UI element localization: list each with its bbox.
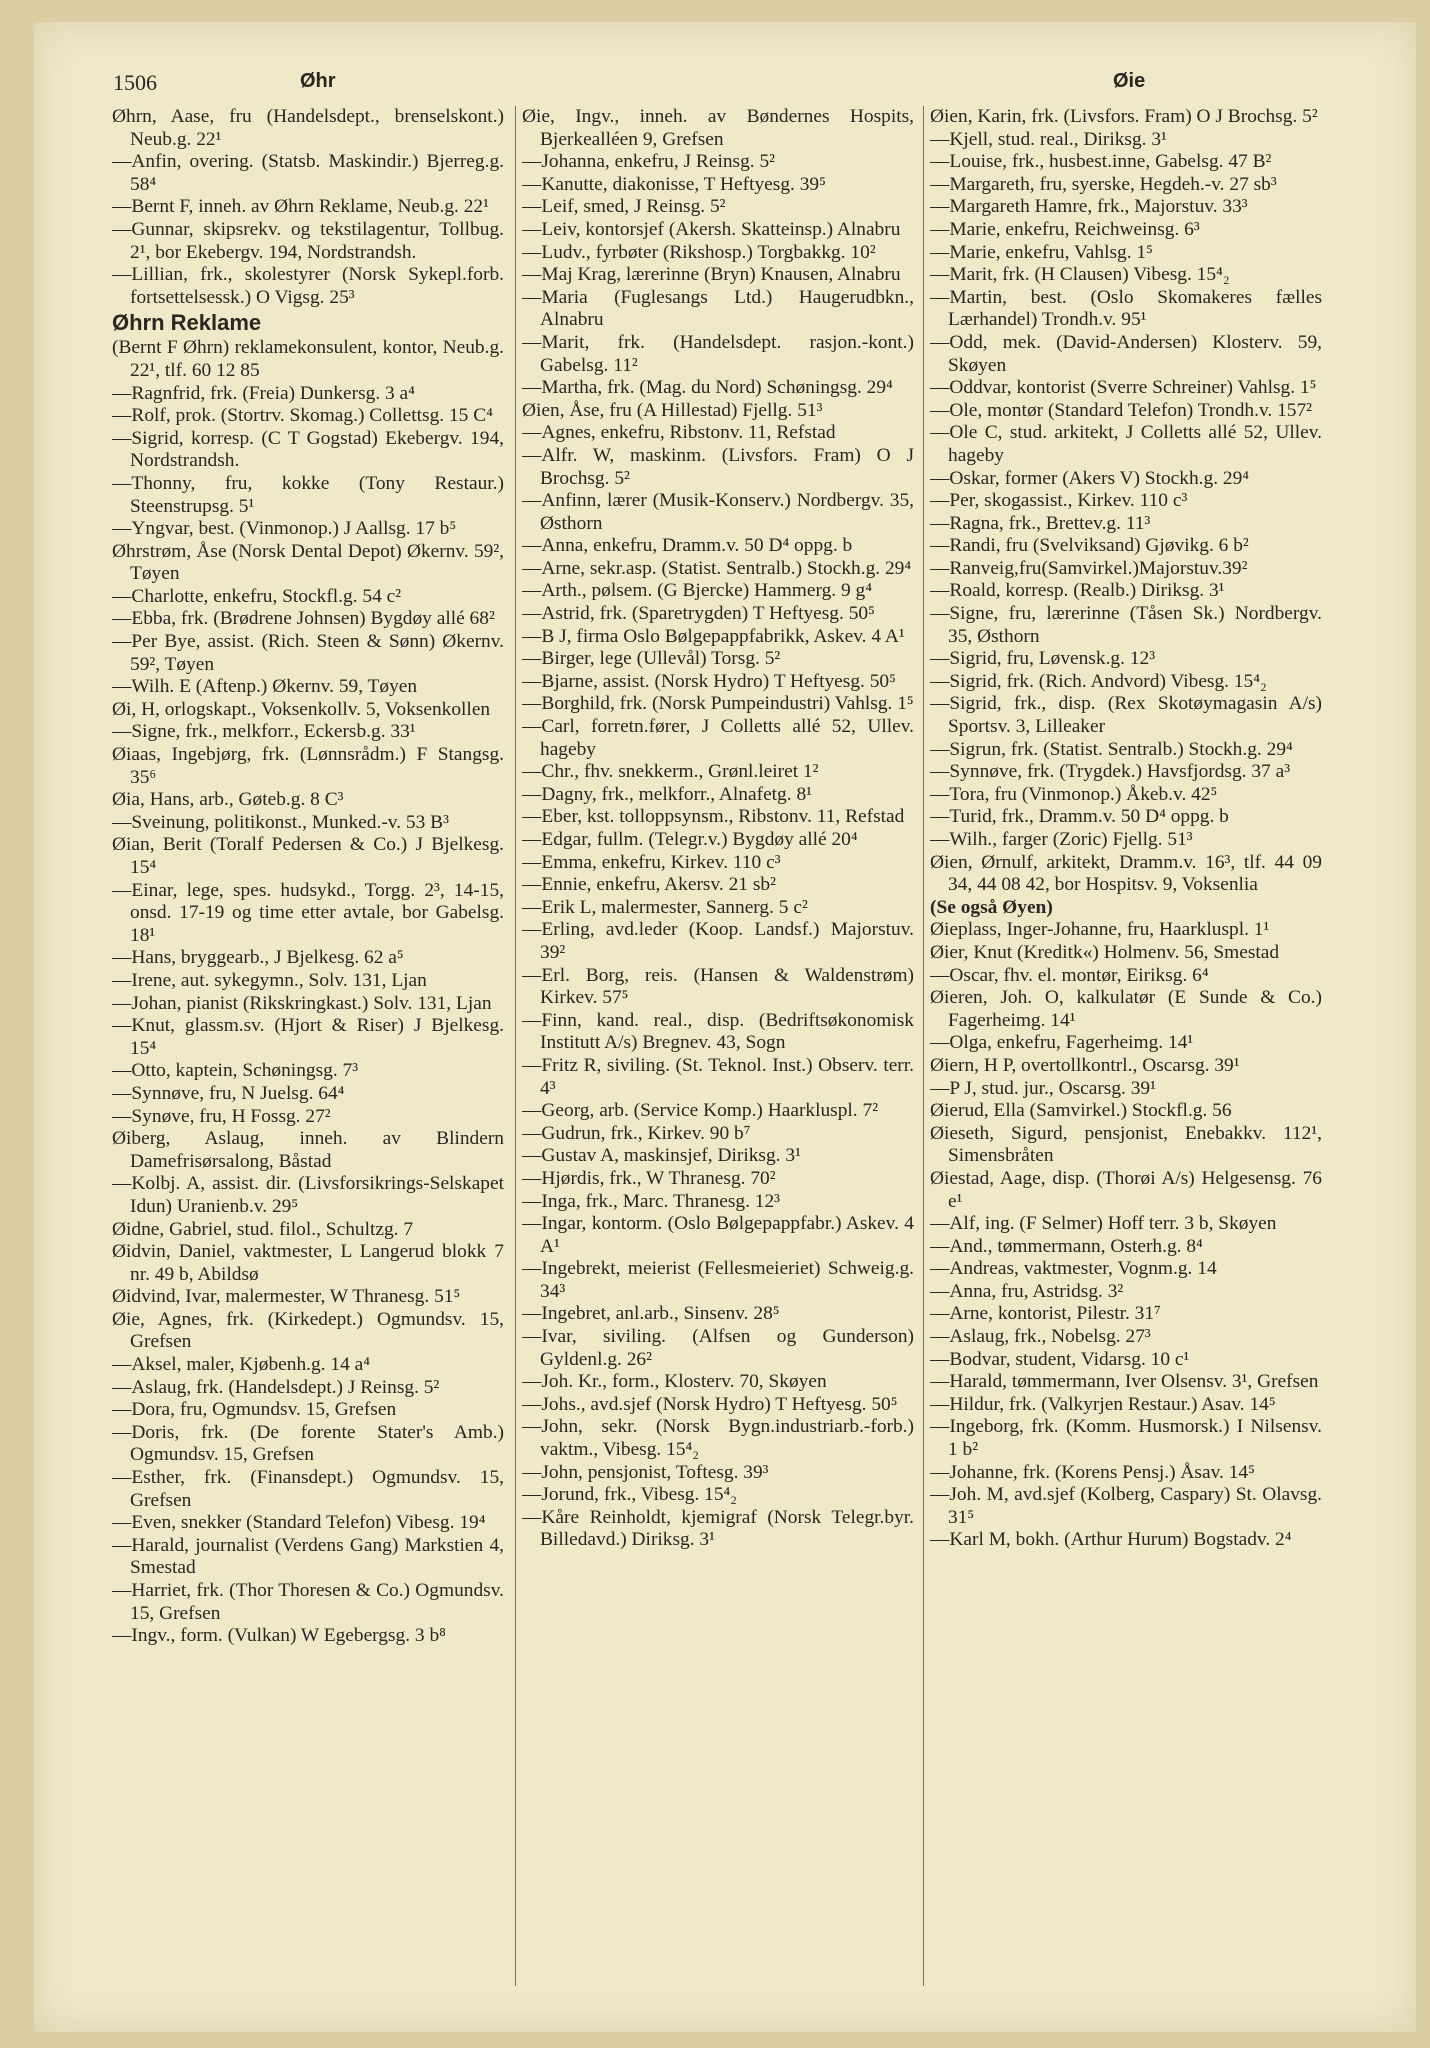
directory-entry: —Esther, frk. (Finansdept.) Ogmundsv. 15, Grefsen xyxy=(112,1467,504,1511)
directory-entry: —Odd, mek. (David-Andersen) Klosterv. 59, Skøyen xyxy=(930,331,1322,376)
directory-entry: —Sigrun, frk. (Statist. Sentralb.) Stockh.g. 29⁴ xyxy=(930,738,1293,760)
directory-entry: —Johanna, enkefru, J Reinsg. 5² xyxy=(522,151,775,173)
directory-entry: —Sveinung, politikonst., Munked.-v. 53 B³ xyxy=(112,811,449,833)
directory-entry: Øieplass, Inger-Johanne, fru, Haarkluspl. 1¹ xyxy=(930,919,1270,941)
directory-entry: (Bernt F Øhrn) reklamekonsulent, kontor, Neub.g. 22¹, tlf. 60 12 85 xyxy=(112,337,504,381)
directory-entry: —Synøve, fru, H Fossg. 27² xyxy=(112,1105,331,1127)
directory-entry: —Ingv., form. (Vulkan) W Egebergsg. 3 b⁸ xyxy=(112,1625,446,1647)
directory-entry: Øieren, Joh. O, kalkulatør (E Sunde & Co.) Fagerheimg. 14¹ xyxy=(930,987,1322,1031)
directory-entry: —Wilh. E (Aftenp.) Økernv. 59, Tøyen xyxy=(112,676,418,698)
directory-entry: (Se også Øyen) xyxy=(930,896,1053,918)
directory-entry: —Gudrun, frk., Kirkev. 90 b⁷ xyxy=(522,1122,751,1144)
page-number: 1506 xyxy=(113,70,157,95)
directory-entry: —Charlotte, enkefru, Stockfl.g. 54 c² xyxy=(112,585,402,607)
left-running-head: Øhr xyxy=(300,70,336,92)
directory-entry: —Olga, enkefru, Fagerheimg. 14¹ xyxy=(930,1032,1194,1054)
directory-entry: Øie, Agnes, frk. (Kirkedept.) Ogmundsv. 15, Grefsen xyxy=(112,1308,504,1353)
directory-entry: —Kanutte, diakonisse, T Heftyesg. 39⁵ xyxy=(522,173,826,195)
directory-entry: —Irene, aut. sykegymn., Solv. 131, Ljan xyxy=(112,969,427,991)
directory-entry: —Sigrid, fru, Løvensk.g. 12³ xyxy=(930,648,1156,670)
directory-entry: Øie, Ingv., inneh. av Bøndernes Hospits, Bjerkealléen 9, Grefsen xyxy=(522,106,914,150)
directory-column-3 xyxy=(930,106,1322,2026)
directory-entry: —Fritz R, siviling. (St. Teknol. Inst.) Observ. terr. 4³ xyxy=(522,1054,914,1099)
directory-entry: —Erik L, malermester, Sannerg. 5 c² xyxy=(522,896,808,918)
directory-entry: Øiern, H P, overtollkontrl., Oscarsg. 39¹ xyxy=(930,1054,1240,1076)
directory-entry: —Ole C, stud. arkitekt, J Colletts allé 52, Ullev. hageby xyxy=(930,422,1322,466)
directory-entry: —Maria (Fuglesangs Ltd.) Haugerudbkn., Alnabru xyxy=(522,286,914,331)
directory-entry: —John, sekr. (Norsk Bygn.industriarb.-forb.) vaktm., Vibesg. 15⁴₂ xyxy=(522,1416,914,1461)
directory-entry: —Agnes, enkefru, Ribstonv. 11, Refstad xyxy=(522,422,836,444)
directory-entry: —Aksel, maler, Kjøbenh.g. 14 a⁴ xyxy=(112,1354,371,1376)
directory-entry: Øien, Åse, fru (A Hillestad) Fjellg. 51³ xyxy=(522,399,823,421)
directory-entry: —Synnøve, frk. (Trygdek.) Havsfjordsg. 37 a³ xyxy=(930,761,1291,783)
directory-entry: —Alfr. W, maskinm. (Livsfors. Fram) O J Brochsg. 5² xyxy=(522,444,914,489)
directory-entry: —Finn, kand. real., disp. (Bedriftsøkonomisk Institutt A/s) Bregnev. 43, Sogn xyxy=(522,1009,914,1054)
directory-entry: —Harald, journalist (Verdens Gang) Markstien 4, Smestad xyxy=(112,1534,504,1579)
directory-entry: —Aslaug, frk., Nobelsg. 27³ xyxy=(930,1326,1151,1348)
directory-entry: —Ludv., fyrbøter (Rikshosp.) Torgbakkg. 10² xyxy=(522,241,876,263)
directory-entry: Øia, Hans, arb., Gøteb.g. 8 C³ xyxy=(112,789,344,811)
directory-entry: —Doris, frk. (De forente Stater's Amb.) Ogmundsv. 15, Grefsen xyxy=(112,1421,504,1466)
directory-entry: —Ingeborg, frk. (Komm. Husmorsk.) I Nilsensv. 1 b² xyxy=(930,1416,1322,1461)
directory-column-2 xyxy=(522,106,914,2026)
directory-entry: Øhrstrøm, Åse (Norsk Dental Depot) Økernv. 59², Tøyen xyxy=(112,540,504,585)
directory-entry: —Martha, frk. (Mag. du Nord) Schøningsg. 29⁴ xyxy=(522,377,893,399)
directory-entry: —Hjørdis, frk., W Thranesg. 70² xyxy=(522,1167,776,1189)
directory-entry: —Gunnar, skipsrekv. og tekstilagentur, Tollbug. 2¹, bor Ekebergv. 194, Nordstrandsh. xyxy=(112,218,504,263)
directory-entry: —Erling, avd.leder (Koop. Landsf.) Majorstuv. 39² xyxy=(522,919,914,963)
directory-entry: —P J, stud. jur., Oscarsg. 39¹ xyxy=(930,1077,1156,1099)
directory-entry: —Marie, enkefru, Vahlsg. 1⁵ xyxy=(930,241,1153,263)
directory-entry: —Oddvar, kontorist (Sverre Schreiner) Vahlsg. 1⁵ xyxy=(930,377,1317,399)
directory-entry: —Hildur, frk. (Valkyrjen Restaur.) Asav. 14⁵ xyxy=(930,1393,1276,1415)
directory-entry: —Ranveig,fru(Samvirkel.)Majorstuv.39² xyxy=(930,557,1248,579)
directory-entry: —Inga, frk., Marc. Thranesg. 12³ xyxy=(522,1190,780,1212)
directory-entry: Øiberg, Aslaug, inneh. av Blindern Damefrisørsalong, Båstad xyxy=(112,1128,504,1172)
directory-entry: —Marie, enkefru, Reichweinsg. 6³ xyxy=(930,218,1200,240)
directory-entry: Øi, H, orlogskapt., Voksenkollv. 5, Voksenkollen xyxy=(112,698,491,720)
directory-entry: —Bjarne, assist. (Norsk Hydro) T Heftyesg. 50⁵ xyxy=(522,670,896,692)
directory-entry: —Randi, fru (Svelviksand) Gjøvikg. 6 b² xyxy=(930,535,1249,557)
directory-entry: —Martin, best. (Oslo Skomakeres fælles Lærhandel) Trondh.v. 95¹ xyxy=(930,286,1322,331)
directory-entry: —Oskar, former (Akers V) Stockh.g. 29⁴ xyxy=(930,467,1250,489)
directory-entry: —Anna, fru, Astridsg. 3² xyxy=(930,1280,1124,1302)
directory-entry: Øiaas, Ingebjørg, frk. (Lønnsrådm.) F Stangsg. 35⁶ xyxy=(112,744,504,788)
directory-entry: —Lillian, frk., skolestyrer (Norsk Sykepl.forb. fortsettelsessk.) O Vigsg. 25³ xyxy=(112,264,504,308)
directory-entry: —Hans, bryggearb., J Bjelkesg. 62 a⁵ xyxy=(112,947,404,969)
directory-entry: —Rolf, prok. (Stortrv. Skomag.) Collettsg. 15 C⁴ xyxy=(112,405,493,427)
directory-entry: —Otto, kaptein, Schøningsg. 7³ xyxy=(112,1060,359,1082)
directory-entry: —Harald, tømmermann, Iver Olsensv. 3¹, Grefsen xyxy=(930,1371,1319,1393)
directory-entry: Øidvind, Ivar, malermester, W Thranesg. 51⁵ xyxy=(112,1286,461,1308)
directory-entry: —Margareth Hamre, frk., Majorstuv. 33³ xyxy=(930,196,1248,218)
directory-entry: Øien, Ørnulf, arkitekt, Dramm.v. 16³, tlf. 44 09 34, 44 08 42, bor Hospitsv. 9, Voksenlia xyxy=(930,851,1322,896)
directory-entry: —Margareth, fru, syerske, Hegdeh.-v. 27 sb³ xyxy=(930,173,1277,195)
directory-entry: Øhrn Reklame xyxy=(112,310,262,336)
directory-entry: —And., tømmermann, Osterh.g. 8⁴ xyxy=(930,1235,1203,1257)
directory-entry: —Louise, frk., husbest.inne, Gabelsg. 47 B² xyxy=(930,151,1272,173)
directory-entry: —Johs., avd.sjef (Norsk Hydro) T Heftyesg. 50⁵ xyxy=(522,1393,898,1415)
directory-entry: —Marit, frk. (H Clausen) Vibesg. 15⁴₂ xyxy=(930,264,1230,286)
directory-entry: —Ingebrekt, meierist (Fellesmeieriet) Schweig.g. 34³ xyxy=(522,1258,914,1302)
directory-entry: Øidne, Gabriel, stud. filol., Schultzg. 7 xyxy=(112,1218,414,1240)
directory-entry: —Johan, pianist (Rikskringkast.) Solv. 131, Ljan xyxy=(112,992,492,1014)
directory-entry: —Signe, fru, lærerinne (Tåsen Sk.) Nordbergv. 35, Østhorn xyxy=(930,603,1322,647)
directory-entry: —Sigrid, korresp. (C T Gogstad) Ekebergv. 194, Nordstrandsh. xyxy=(112,427,504,472)
directory-entry: —John, pensjonist, Toftesg. 39³ xyxy=(522,1461,769,1483)
directory-entry: —Sigrid, frk. (Rich. Andvord) Vibesg. 15⁴₂ xyxy=(930,670,1267,692)
directory-entry: —B J, firma Oslo Bølgepappfabrikk, Askev. 4 A¹ xyxy=(522,625,905,647)
directory-entry: —Knut, glassm.sv. (Hjort & Riser) J Bjelkesg. 15⁴ xyxy=(112,1015,504,1059)
directory-entry: Øier, Knut (Kreditk«) Holmenv. 56, Smestad xyxy=(930,941,1280,963)
directory-entry: —Ole, montør (Standard Telefon) Trondh.v. 157² xyxy=(930,399,1312,421)
directory-entry: —Ingar, kontorm. (Oslo Bølgepappfabr.) Askev. 4 A¹ xyxy=(522,1213,914,1257)
directory-entry: —Bodvar, student, Vidarsg. 10 c¹ xyxy=(930,1348,1190,1370)
directory-entry: Øian, Berit (Toralf Pedersen & Co.) J Bjelkesg. 15⁴ xyxy=(112,834,504,878)
directory-entry: —Einar, lege, spes. hudsykd., Torgg. 2³, 14-15, onsd. 17-19 og time etter avtale, bor Gabelsg. 18¹ xyxy=(112,879,504,946)
directory-entry: —Tora, fru (Vinmonop.) Åkeb.v. 42⁵ xyxy=(930,783,1218,805)
directory-entry: —Anna, enkefru, Dramm.v. 50 D⁴ oppg. b xyxy=(522,535,853,557)
directory-entry: —Karl M, bokh. (Arthur Hurum) Bogstadv. 2⁴ xyxy=(930,1529,1292,1551)
right-running-head: Øie xyxy=(1113,70,1146,92)
column-divider xyxy=(515,106,516,1986)
directory-entry: —Maj Krag, lærerinne (Bryn) Knausen, Alnabru xyxy=(522,264,901,286)
directory-entry: —Andreas, vaktmester, Vognm.g. 14 xyxy=(930,1258,1217,1280)
directory-entry: Øieseth, Sigurd, pensjonist, Enebakkv. 112¹, Simensbråten xyxy=(930,1122,1322,1167)
directory-entry: —Kjell, stud. real., Diriksg. 3¹ xyxy=(930,128,1167,150)
directory-entry: —Joh. M, avd.sjef (Kolberg, Caspary) St. Olavsg. 31⁵ xyxy=(930,1484,1322,1528)
directory-entry: —Per, skogassist., Kirkev. 110 c³ xyxy=(930,490,1188,512)
directory-entry: —Oscar, fhv. el. montør, Eiriksg. 6⁴ xyxy=(930,964,1209,986)
directory-entry: —Georg, arb. (Service Komp.) Haarkluspl. 7² xyxy=(522,1100,879,1122)
directory-entry: Øhrn, Aase, fru (Handelsdept., brenselskont.) Neub.g. 22¹ xyxy=(112,106,504,150)
directory-entry: —Anfin, overing. (Statsb. Maskindir.) Bjerreg.g. 58⁴ xyxy=(112,151,504,195)
directory-entry: —Roald, korresp. (Realb.) Diriksg. 3¹ xyxy=(930,580,1225,602)
directory-entry: —Marit, frk. (Handelsdept. rasjon.-kont.) Gabelsg. 11² xyxy=(522,331,914,376)
directory-entry: Øiestad, Aage, disp. (Thorøi A/s) Helgesensg. 76 e¹ xyxy=(930,1167,1322,1212)
directory-entry: —Ivar, siviling. (Alfsen og Gunderson) Gyldenl.g. 26² xyxy=(522,1326,914,1370)
directory-entry: —Edgar, fullm. (Telegr.v.) Bygdøy allé 20⁴ xyxy=(522,829,858,850)
directory-entry: —Turid, frk., Dramm.v. 50 D⁴ oppg. b xyxy=(930,806,1229,828)
directory-entry: —Chr., fhv. snekkerm., Grønl.leiret 1² xyxy=(522,761,819,783)
directory-entry: —Johanne, frk. (Korens Pensj.) Åsav. 14⁵ xyxy=(930,1461,1255,1483)
directory-entry: —Dagny, frk., melkforr., Alnafetg. 8¹ xyxy=(522,783,812,805)
directory-entry: —Borghild, frk. (Norsk Pumpeindustri) Vahlsg. 1⁵ xyxy=(522,693,914,715)
directory-entry: —Eber, kst. tolloppsynsm., Ribstonv. 11, Refstad xyxy=(522,806,905,828)
directory-entry: —Leif, smed, J Reinsg. 5² xyxy=(522,196,726,218)
directory-entry: —Carl, forretn.fører, J Colletts allé 52, Ullev. hageby xyxy=(522,716,914,760)
directory-entry: —Gustav A, maskinsjef, Diriksg. 3¹ xyxy=(522,1145,801,1167)
directory-entry: —Ebba, frk. (Brødrene Johnsen) Bygdøy allé 68² xyxy=(112,608,495,630)
directory-entry: —Ennie, enkefru, Akersv. 21 sb² xyxy=(522,874,776,896)
directory-entry: —Thonny, fru, kokke (Tony Restaur.) Steenstrupsg. 5¹ xyxy=(112,472,504,517)
directory-entry: —Arne, kontorist, Pilestr. 31⁷ xyxy=(930,1303,1161,1325)
directory-entry: —Wilh., farger (Zoric) Fjellg. 51³ xyxy=(930,829,1193,850)
directory-entry: —Joh. Kr., form., Klosterv. 70, Skøyen xyxy=(522,1371,827,1393)
directory-entry: —Signe, frk., melkforr., Eckersb.g. 33¹ xyxy=(112,721,416,743)
directory-entry: —Anfinn, lærer (Musik-Konserv.) Nordbergv. 35, Østhorn xyxy=(522,490,914,534)
column-divider xyxy=(923,106,924,1986)
directory-entry: Øien, Karin, frk. (Livsfors. Fram) O J Brochsg. 5² xyxy=(930,106,1318,127)
directory-entry: —Per Bye, assist. (Rich. Steen & Sønn) Økernv. 59², Tøyen xyxy=(112,631,504,675)
directory-entry: —Astrid, frk. (Sparetrygden) T Heftyesg. 50⁵ xyxy=(522,603,875,625)
directory-entry: Øierud, Ella (Samvirkel.) Stockfl.g. 56 xyxy=(930,1100,1232,1122)
directory-entry: —Arth., pølsem. (G Bjercke) Hammerg. 9 g⁴ xyxy=(522,580,872,602)
directory-entry: —Emma, enkefru, Kirkev. 110 c³ xyxy=(522,851,781,873)
directory-entry: —Leiv, kontorsjef (Akersh. Skatteinsp.) Alnabru xyxy=(522,218,901,240)
directory-entry: —Ragna, frk., Brettev.g. 11³ xyxy=(930,512,1151,534)
directory-entry: —Ingebret, anl.arb., Sinsenv. 28⁵ xyxy=(522,1303,780,1325)
directory-entry: —Harriet, frk. (Thor Thoresen & Co.) Ogmundsv. 15, Grefsen xyxy=(112,1580,504,1624)
directory-entry: —Jorund, frk., Vibesg. 15⁴₂ xyxy=(522,1484,738,1506)
directory-entry: —Even, snekker (Standard Telefon) Vibesg. 19⁴ xyxy=(112,1512,486,1534)
directory-entry: —Erl. Borg, reis. (Hansen & Waldenstrøm) Kirkev. 57⁵ xyxy=(522,964,914,1009)
directory-entry: —Alf, ing. (F Selmer) Hoff terr. 3 b, Skøyen xyxy=(930,1213,1277,1235)
directory-entry: —Bernt F, inneh. av Øhrn Reklame, Neub.g. 22¹ xyxy=(112,196,489,218)
directory-entry: —Aslaug, frk. (Handelsdept.) J Reinsg. 5² xyxy=(112,1376,440,1398)
directory-entry: Øidvin, Daniel, vaktmester, L Langerud blokk 7 nr. 49 b, Abildsø xyxy=(112,1241,504,1285)
directory-entry: —Ragnfrid, frk. (Freia) Dunkersg. 3 a⁴ xyxy=(112,382,415,404)
directory-column-1 xyxy=(112,106,504,2026)
directory-entry: —Arne, sekr.asp. (Statist. Sentralb.) Stockh.g. 29⁴ xyxy=(522,557,912,579)
directory-entry: —Synnøve, fru, N Juelsg. 64⁴ xyxy=(112,1082,345,1104)
directory-entry: —Kolbj. A, assist. dir. (Livsforsikrings-Selskapet Idun) Uranienb.v. 29⁵ xyxy=(112,1173,504,1217)
directory-entry: —Kåre Reinholdt, kjemigraf (Norsk Telegr.byr. Billedavd.) Diriksg. 3¹ xyxy=(522,1506,914,1551)
directory-entry: —Yngvar, best. (Vinmonop.) J Aallsg. 17 b⁵ xyxy=(112,518,457,540)
directory-entry: —Sigrid, frk., disp. (Rex Skotøymagasin A/s) Sportsv. 3, Lilleaker xyxy=(930,693,1322,738)
directory-entry: —Dora, fru, Ogmundsv. 15, Grefsen xyxy=(112,1399,397,1421)
directory-entry: —Birger, lege (Ullevål) Torsg. 5² xyxy=(522,648,781,670)
